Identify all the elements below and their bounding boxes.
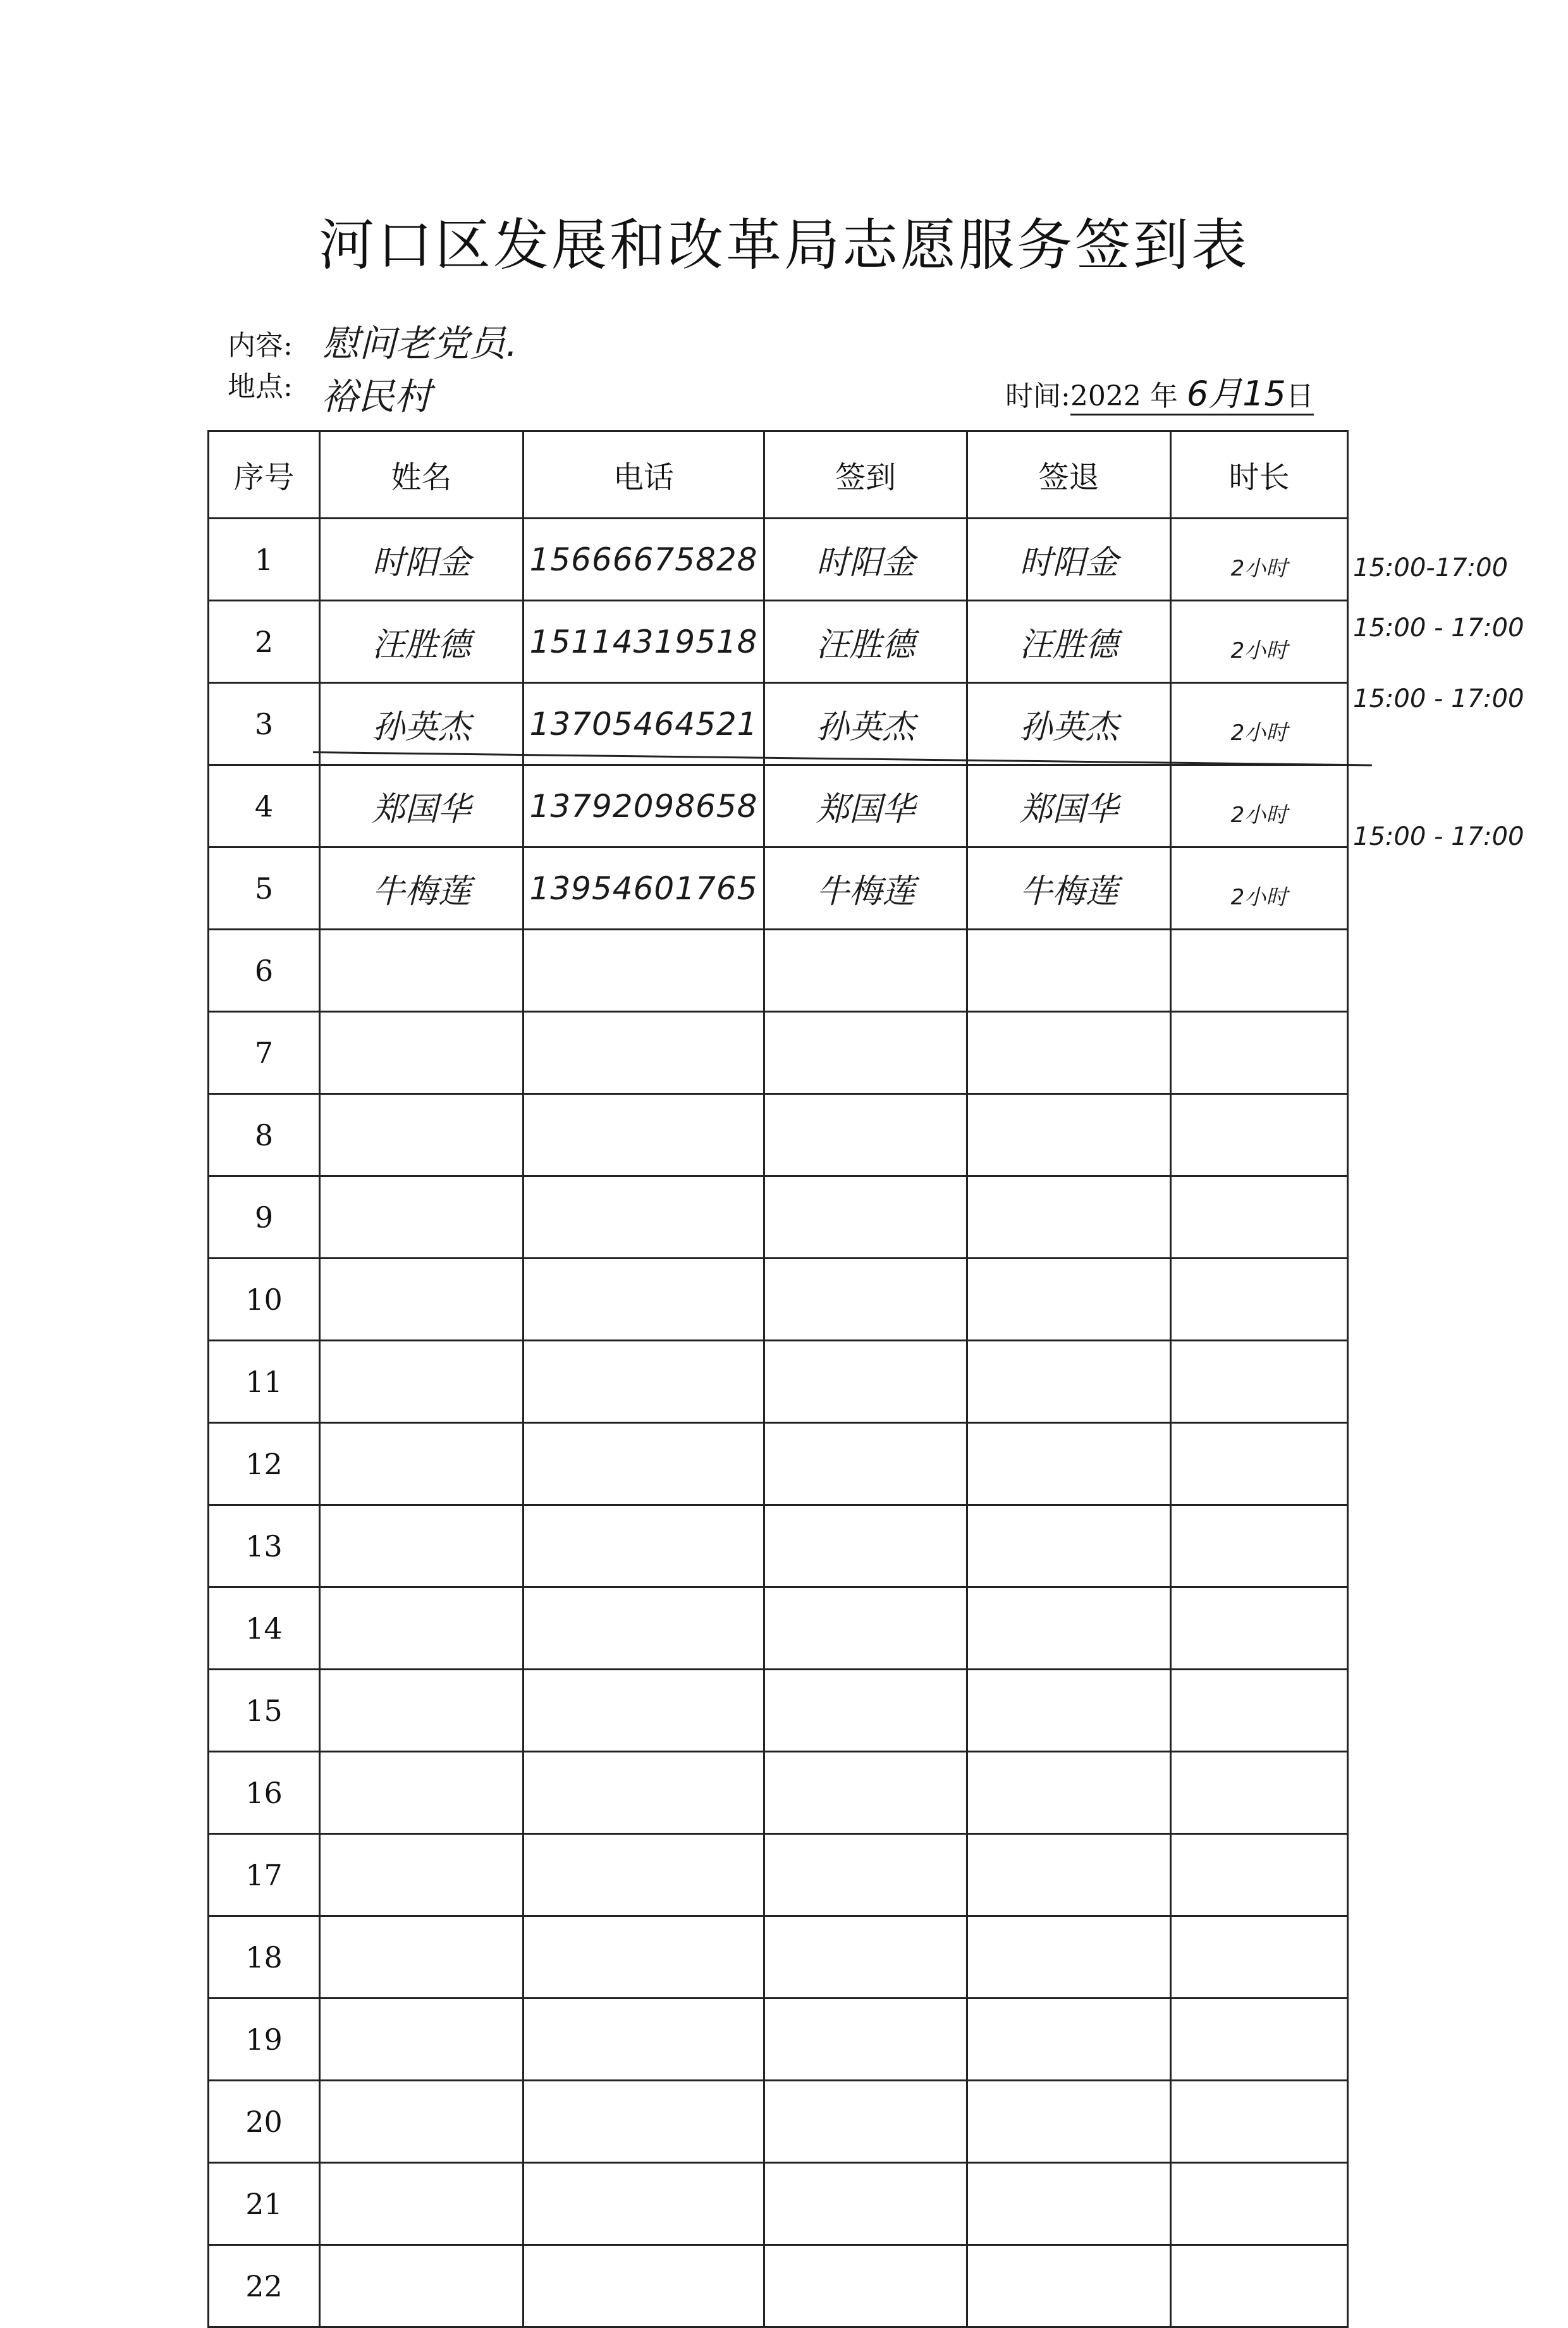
cell-sign-out — [967, 1670, 1171, 1752]
cell-sign-in — [764, 1176, 967, 1259]
table-row — [209, 1999, 1348, 2081]
cell-phone — [524, 1505, 764, 1587]
cell-duration: 2小时 — [1171, 519, 1348, 601]
cell-duration — [1171, 1670, 1348, 1752]
date-year: 2022 — [1070, 380, 1141, 412]
cell-phone — [524, 1012, 764, 1094]
cell-name — [320, 1916, 524, 1999]
cell-phone: 13792098658 — [524, 765, 764, 847]
table-row — [209, 1670, 1348, 1752]
cell-no: 11 — [209, 1341, 320, 1423]
cell-name — [320, 1505, 524, 1587]
cell-name: 汪胜德 — [320, 601, 524, 683]
content-label: 内容: — [228, 329, 293, 362]
cell-phone — [524, 2081, 764, 2163]
cell-duration — [1171, 1587, 1348, 1670]
cell-sign-out — [967, 1341, 1171, 1423]
header-sign-out: 签退 — [967, 431, 1171, 519]
cell-no: 20 — [209, 2081, 320, 2163]
cell-sign-out: 孙英杰 — [967, 683, 1171, 765]
table-row — [209, 847, 1348, 930]
table-row — [209, 1423, 1348, 1505]
cell-sign-out — [967, 2081, 1171, 2163]
table-row — [209, 930, 1348, 1012]
table-row — [209, 1094, 1348, 1176]
cell-name — [320, 1423, 524, 1505]
cell-sign-in — [764, 1012, 967, 1094]
table-row — [209, 1916, 1348, 1999]
cell-duration — [1171, 1999, 1348, 2081]
cell-no: 15 — [209, 1670, 320, 1752]
cell-phone — [524, 1423, 764, 1505]
cell-name: 牛梅莲 — [320, 847, 524, 930]
cell-name — [320, 2163, 524, 2245]
cell-sign-out — [967, 1916, 1171, 1999]
cell-no: 6 — [209, 930, 320, 1012]
content-value: 慰问老党员. — [322, 322, 518, 365]
cell-phone — [524, 2163, 764, 2245]
cell-sign-in — [764, 2081, 967, 2163]
cell-sign-in: 孙英杰 — [764, 683, 967, 765]
cell-duration: 2小时 — [1171, 683, 1348, 765]
time-note-row-2: 15:00 - 17:00 — [1353, 613, 1524, 643]
table-row — [209, 2081, 1348, 2163]
cell-sign-in — [764, 2163, 967, 2245]
cell-phone — [524, 2245, 764, 2327]
cell-phone — [524, 1176, 764, 1259]
header-duration: 时长 — [1171, 431, 1348, 519]
cell-sign-in — [764, 1341, 967, 1423]
time-note-row-5: 15:00 - 17:00 — [1353, 822, 1524, 851]
table-row — [209, 1505, 1348, 1587]
cell-duration: 2小时 — [1171, 765, 1348, 847]
cell-sign-in — [764, 1505, 967, 1587]
cell-no: 7 — [209, 1012, 320, 1094]
table-row — [209, 1341, 1348, 1423]
cell-no: 3 — [209, 683, 320, 765]
cell-duration — [1171, 1423, 1348, 1505]
cell-no: 13 — [209, 1505, 320, 1587]
cell-name — [320, 1259, 524, 1341]
date-month-day: 6月15 — [1186, 374, 1286, 414]
cell-phone — [524, 1341, 764, 1423]
cell-sign-in — [764, 1752, 967, 1834]
cell-phone — [524, 1834, 764, 1916]
cell-duration — [1171, 1094, 1348, 1176]
cell-sign-in: 时阳金 — [764, 519, 967, 601]
date-year-unit: 年 — [1149, 380, 1178, 412]
cell-no: 16 — [209, 1752, 320, 1834]
cell-name — [320, 1670, 524, 1752]
cell-duration — [1171, 1341, 1348, 1423]
page-title: 河口区发展和改革局志愿服务签到表 — [318, 212, 1249, 278]
cell-sign-out — [967, 2245, 1171, 2327]
cell-name — [320, 1834, 524, 1916]
location-value: 裕民村 — [321, 375, 432, 418]
cell-phone — [524, 1587, 764, 1670]
cell-name — [320, 1341, 524, 1423]
cell-no: 19 — [209, 1999, 320, 2081]
cell-no: 14 — [209, 1587, 320, 1670]
cell-sign-in — [764, 1670, 967, 1752]
cell-sign-in: 汪胜德 — [764, 601, 967, 683]
cell-phone — [524, 1752, 764, 1834]
date-field — [1070, 374, 1314, 416]
cell-name — [320, 2245, 524, 2327]
cell-no: 5 — [209, 847, 320, 930]
cell-phone — [524, 1999, 764, 2081]
cell-sign-out — [967, 930, 1171, 1012]
cell-sign-out — [967, 1587, 1171, 1670]
cell-sign-out — [967, 1094, 1171, 1176]
cell-duration — [1171, 1012, 1348, 1094]
cell-phone — [524, 930, 764, 1012]
cell-name: 孙英杰 — [320, 683, 524, 765]
header-sign-in: 签到 — [764, 431, 967, 519]
cell-sign-out: 郑国华 — [967, 765, 1171, 847]
cell-name — [320, 1587, 524, 1670]
time-note-row-3: 15:00 - 17:00 — [1353, 684, 1524, 713]
cell-sign-out — [967, 1505, 1171, 1587]
cell-phone: 13705464521 — [524, 683, 764, 765]
cell-sign-out — [967, 1012, 1171, 1094]
cell-name — [320, 1999, 524, 2081]
cell-duration — [1171, 930, 1348, 1012]
cell-name — [320, 1012, 524, 1094]
cell-no: 2 — [209, 601, 320, 683]
cell-no: 21 — [209, 2163, 320, 2245]
table-row — [209, 2245, 1348, 2327]
cell-sign-out: 时阳金 — [967, 519, 1171, 601]
table-row — [209, 519, 1348, 601]
cell-duration — [1171, 1176, 1348, 1259]
sign-in-table — [207, 430, 1349, 2328]
cell-sign-out — [967, 1176, 1171, 1259]
cell-sign-in — [764, 1094, 967, 1176]
cell-phone: 13954601765 — [524, 847, 764, 930]
cell-name — [320, 1094, 524, 1176]
cell-no: 8 — [209, 1094, 320, 1176]
table-row — [209, 765, 1348, 847]
date-day-unit: 日 — [1285, 380, 1314, 412]
cell-no: 17 — [209, 1834, 320, 1916]
cell-duration — [1171, 1752, 1348, 1834]
cell-no: 22 — [209, 2245, 320, 2327]
cell-no: 12 — [209, 1423, 320, 1505]
cell-duration: 2小时 — [1171, 847, 1348, 930]
cell-sign-in — [764, 1999, 967, 2081]
cell-phone: 15114319518 — [524, 601, 764, 683]
cell-name — [320, 1176, 524, 1259]
cell-sign-in — [764, 2245, 967, 2327]
cell-sign-in: 郑国华 — [764, 765, 967, 847]
cell-sign-out: 汪胜德 — [967, 601, 1171, 683]
cell-name — [320, 1752, 524, 1834]
cell-sign-in: 牛梅莲 — [764, 847, 967, 930]
time-note-row-1: 15:00-17:00 — [1353, 553, 1508, 582]
cell-phone: 15666675828 — [524, 519, 764, 601]
cell-duration: 2小时 — [1171, 601, 1348, 683]
cell-no: 18 — [209, 1916, 320, 1999]
cell-sign-out — [967, 1834, 1171, 1916]
cell-sign-out — [967, 1423, 1171, 1505]
cell-name: 时阳金 — [320, 519, 524, 601]
table-row — [209, 1834, 1348, 1916]
cell-duration — [1171, 1834, 1348, 1916]
cell-duration — [1171, 2245, 1348, 2327]
table-row — [209, 1176, 1348, 1259]
table-row — [209, 1012, 1348, 1094]
cell-no: 9 — [209, 1176, 320, 1259]
cell-sign-out — [967, 1259, 1171, 1341]
cell-duration — [1171, 2081, 1348, 2163]
cell-name: 郑国华 — [320, 765, 524, 847]
cell-sign-in — [764, 1834, 967, 1916]
cell-name — [320, 930, 524, 1012]
cell-phone — [524, 1259, 764, 1341]
cell-sign-in — [764, 1423, 967, 1505]
table-row — [209, 601, 1348, 683]
table-row — [209, 1752, 1348, 1834]
cell-no: 1 — [209, 519, 320, 601]
cell-phone — [524, 1670, 764, 1752]
date-line — [1005, 367, 1314, 416]
table-row — [209, 1587, 1348, 1670]
cell-sign-out — [967, 1999, 1171, 2081]
cell-duration — [1171, 1259, 1348, 1341]
time-label: 时间: — [1005, 380, 1070, 412]
cell-sign-in — [764, 1587, 967, 1670]
cell-phone — [524, 1094, 764, 1176]
cell-duration — [1171, 1505, 1348, 1587]
cell-sign-in — [764, 1259, 967, 1341]
cell-duration — [1171, 2163, 1348, 2245]
cell-no: 10 — [209, 1259, 320, 1341]
cell-sign-in — [764, 1916, 967, 1999]
cell-sign-out — [967, 2163, 1171, 2245]
cell-duration — [1171, 1916, 1348, 1999]
header-no: 序号 — [209, 431, 320, 519]
cell-phone — [524, 1916, 764, 1999]
cell-sign-out — [967, 1752, 1171, 1834]
header-phone: 电话 — [524, 431, 764, 519]
location-label: 地点: — [228, 371, 293, 403]
cell-no: 4 — [209, 765, 320, 847]
header-name: 姓名 — [320, 431, 524, 519]
cell-name — [320, 2081, 524, 2163]
cell-sign-out: 牛梅莲 — [967, 847, 1171, 930]
table-row — [209, 2163, 1348, 2245]
table-row — [209, 1259, 1348, 1341]
cell-sign-in — [764, 930, 967, 1012]
table-header-row — [209, 431, 1348, 519]
